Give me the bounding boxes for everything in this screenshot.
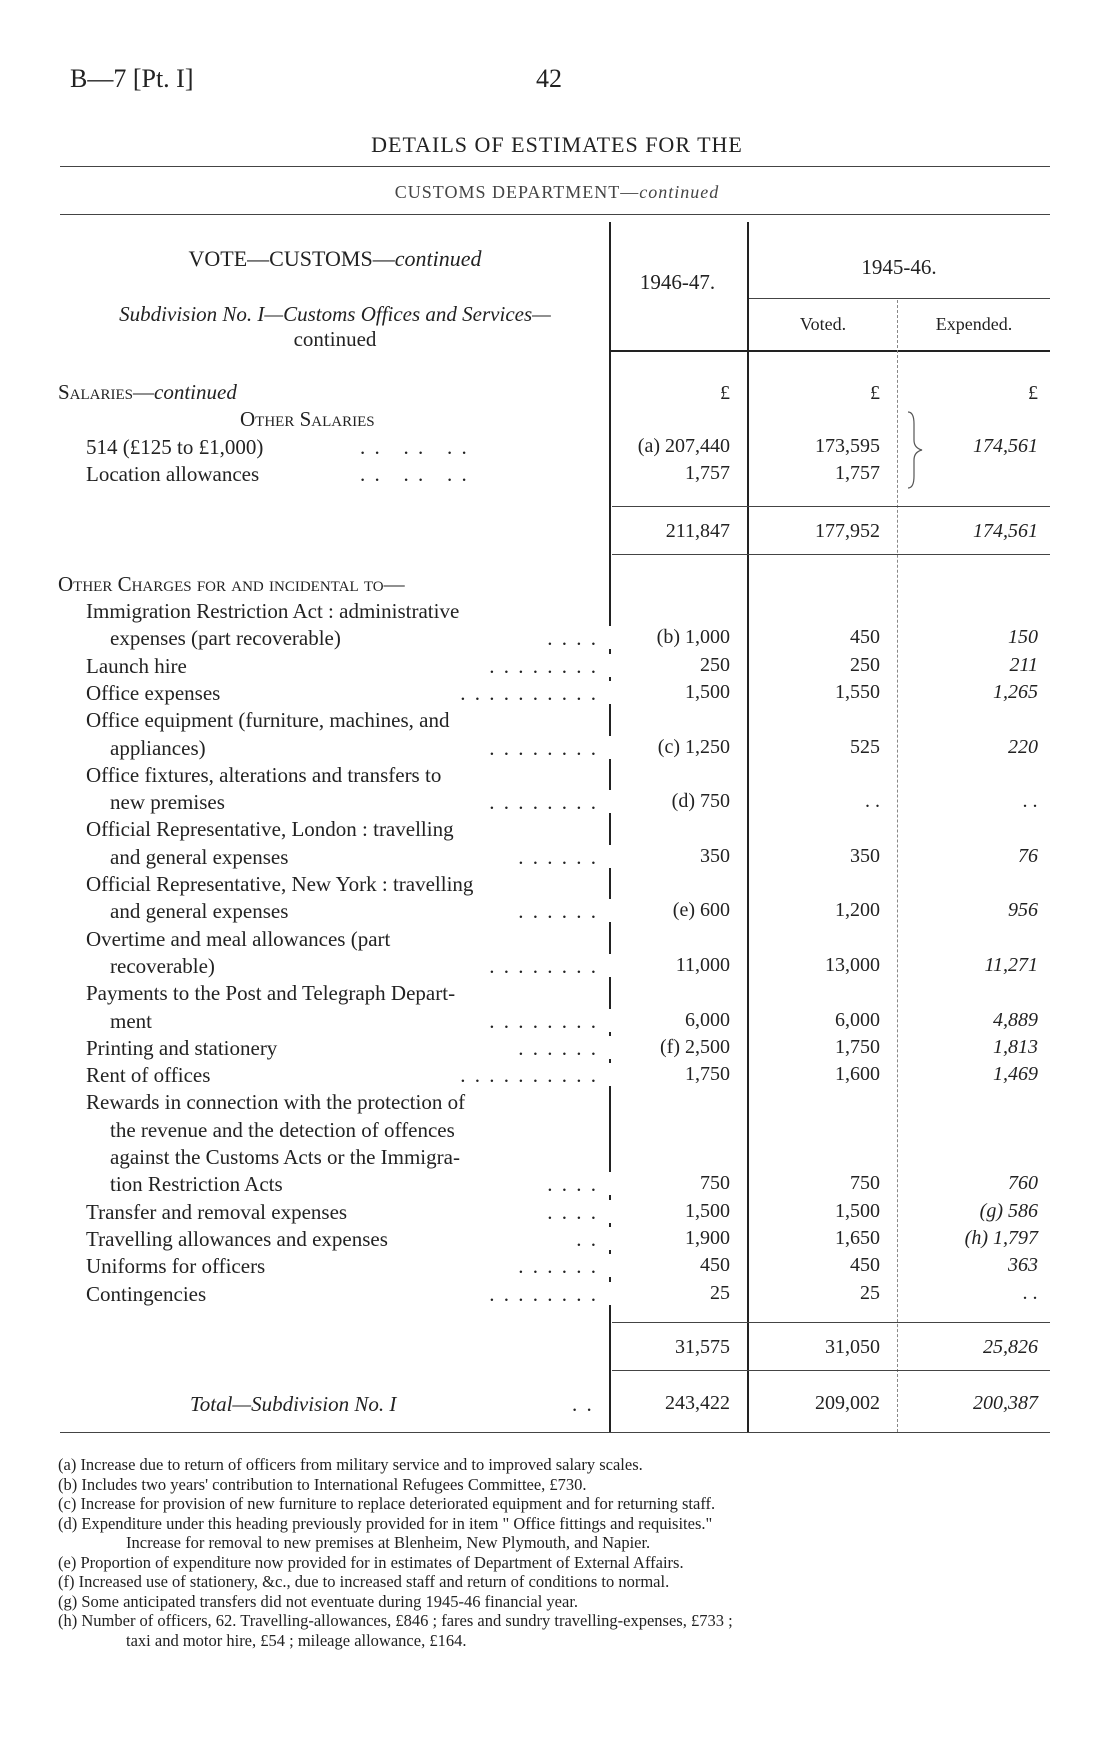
charge-voted: . . xyxy=(750,790,880,813)
charge-voted: 1,550 xyxy=(750,681,880,704)
col-header-1946: 1946-47. xyxy=(639,270,716,294)
charge-line-label: Contingencies xyxy=(86,1282,207,1306)
charge-line-label: Printing and stationery xyxy=(86,1036,278,1060)
charge-line-label: Office equipment (furniture, machines, and xyxy=(86,708,450,732)
charge-line-label: Immigration Restriction Act : administrative xyxy=(86,599,460,623)
leader-dots: . . . . . . . . . . xyxy=(460,1063,598,1087)
charge-expended: (h) 1,797 xyxy=(900,1227,1038,1250)
page-number: 42 xyxy=(536,64,562,93)
grand-total-expended: 200,387 xyxy=(973,1392,1038,1414)
footnote: (h) Number of officers, 62. Travelling-allowances, £846 ; fares and sundry travelling-expenses, £733 ; xyxy=(58,1611,733,1630)
charge-estimate: (c) 1,250 xyxy=(604,736,730,759)
department-title xyxy=(0,182,1114,203)
charge-voted: 1,750 xyxy=(750,1036,880,1059)
col-header-rule xyxy=(748,298,1050,299)
leader-dots: . . . . . . . . . . xyxy=(460,681,598,705)
charge-estimate: (e) 600 xyxy=(604,899,730,922)
charge-voted: 13,000 xyxy=(750,954,880,977)
grand-total-estimate: 243,422 xyxy=(665,1392,730,1414)
charge-line-label: ment xyxy=(110,1009,152,1033)
charge-line-label: the revenue and the detection of offences xyxy=(110,1118,455,1142)
charge-voted: 1,500 xyxy=(750,1200,880,1223)
leader-dots: . . . . . . . . xyxy=(489,954,598,978)
currency-symbol: £ xyxy=(720,382,730,404)
charge-expended: 1,813 xyxy=(900,1036,1038,1059)
charge-expended: 956 xyxy=(900,899,1038,922)
department-continued: continued xyxy=(639,182,720,202)
col-header-1945: 1945-46. xyxy=(861,255,937,279)
charge-expended: 150 xyxy=(900,626,1038,649)
charge-estimate: 350 xyxy=(604,845,730,868)
charge-voted: 25 xyxy=(750,1282,880,1305)
charge-estimate: 1,500 xyxy=(604,1200,730,1223)
charge-line-label: Official Representative, London : travelling xyxy=(86,817,454,841)
leader-dots: . . . . . . . . xyxy=(489,736,598,760)
col-header-voted: Voted. xyxy=(799,314,847,334)
charge-line-label: new premises xyxy=(110,790,225,814)
col-divider-expended xyxy=(897,300,898,1432)
charge-voted: 450 xyxy=(750,1254,880,1277)
charge-estimate: 1,900 xyxy=(604,1227,730,1250)
charge-line-label: and general expenses xyxy=(110,899,289,923)
leader-dots: . . . . . . . . xyxy=(489,1282,598,1306)
charge-voted: 1,650 xyxy=(750,1227,880,1250)
charge-line-label: Uniforms for officers xyxy=(86,1254,266,1278)
charge-line-label: recoverable) xyxy=(110,954,215,978)
charge-estimate: 450 xyxy=(604,1254,730,1277)
table-bottom-rule xyxy=(60,1432,1050,1433)
salary-row-label: 514 (£125 to £1,000) xyxy=(86,435,264,459)
col-divider-voted xyxy=(747,222,749,1432)
charge-line-label: Rent of offices xyxy=(86,1063,211,1087)
currency-symbol: £ xyxy=(1028,382,1038,404)
charge-expended: 211 xyxy=(900,654,1038,677)
leader-dots: . . xyxy=(572,1392,594,1416)
subdivision-continued: continued xyxy=(293,327,377,351)
charge-expended: 1,469 xyxy=(900,1063,1038,1086)
charge-expended: (g) 586 xyxy=(900,1200,1038,1223)
charge-voted: 525 xyxy=(750,736,880,759)
footnote: (a) Increase due to return of officers from military service and to improved salary scales. xyxy=(58,1455,643,1474)
footnote: (g) Some anticipated transfers did not eventuate during 1945-46 financial year. xyxy=(58,1592,579,1611)
charge-line-label: Payments to the Post and Telegraph Depart- xyxy=(86,981,456,1005)
charge-line-label: Office expenses xyxy=(86,681,221,705)
salaries-total-estimate: 211,847 xyxy=(665,520,730,542)
charge-estimate: (b) 1,000 xyxy=(604,626,730,649)
brace-icon xyxy=(900,410,930,490)
header-bottom-rule xyxy=(610,350,1050,352)
charge-voted: 6,000 xyxy=(750,1009,880,1032)
charge-line-label: Overtime and meal allowances (part xyxy=(86,927,391,951)
leader-dots: . . . . xyxy=(547,1172,598,1196)
charge-voted: 1,200 xyxy=(750,899,880,922)
leader-dots: . . . . . . . . xyxy=(489,790,598,814)
leader-dots: . . . . . . . . xyxy=(489,654,598,678)
salaries-subtotal-rule xyxy=(612,506,1050,507)
leader-dots: . . . . xyxy=(547,626,598,650)
footnote: Increase for removal to new premises at Blenheim, New Plymouth, and Napier. xyxy=(126,1533,651,1552)
charge-expended: 4,889 xyxy=(900,1009,1038,1032)
title-rule xyxy=(60,166,1050,167)
footnote: taxi and motor hire, £54 ; mileage allowance, £164. xyxy=(126,1631,467,1650)
charge-estimate: 25 xyxy=(604,1282,730,1305)
salaries-total-voted: 177,952 xyxy=(815,520,880,542)
charge-line-label: and general expenses xyxy=(110,845,289,869)
charge-line-label: Transfer and removal expenses xyxy=(86,1200,348,1224)
col-divider-estimate xyxy=(609,222,611,1432)
charge-estimate: 1,750 xyxy=(604,1063,730,1086)
charge-voted: 750 xyxy=(750,1172,880,1195)
other-salaries-heading: Other Salaries xyxy=(240,407,375,431)
subdivision-heading: Subdivision No. I—Customs Offices and Services— xyxy=(119,302,551,326)
leader-dots: . . . . . . xyxy=(518,845,598,869)
salary-row-expended: 174,561 xyxy=(973,435,1038,457)
charge-expended: 363 xyxy=(900,1254,1038,1277)
charge-estimate: (d) 750 xyxy=(604,790,730,813)
grand-total-label: Total—Subdivision No. I xyxy=(190,1392,397,1416)
currency-symbol: £ xyxy=(870,382,880,404)
charge-line-label: expenses (part recoverable) xyxy=(110,626,341,650)
charges-total-expended: 25,826 xyxy=(983,1336,1038,1358)
charge-estimate: 6,000 xyxy=(604,1009,730,1032)
salaries-total-expended: 174,561 xyxy=(973,520,1038,542)
department-rule xyxy=(60,214,1050,215)
charge-voted: 1,600 xyxy=(750,1063,880,1086)
salary-row-voted: 173,595 xyxy=(815,435,880,457)
charges-subtotal-rule xyxy=(612,1322,1050,1323)
charge-expended: 1,265 xyxy=(900,681,1038,704)
department-name: CUSTOMS DEPARTMENT— xyxy=(394,182,640,202)
charge-expended: 76 xyxy=(900,845,1038,868)
charge-voted: 250 xyxy=(750,654,880,677)
footnote: (d) Expenditure under this heading previously provided for in item " Office fittings and requisites." xyxy=(58,1514,713,1533)
salary-row-label: Location allowances xyxy=(86,462,260,486)
charge-expended: 11,271 xyxy=(900,954,1038,977)
charge-voted: 350 xyxy=(750,845,880,868)
col-header-expended: Expended. xyxy=(935,314,1013,334)
charge-estimate: 750 xyxy=(604,1172,730,1195)
leader-dots: . . . . xyxy=(547,1200,598,1224)
footnote: (f) Increased use of stationery, &c., due to increased staff and return of conditions to normal. xyxy=(58,1572,670,1591)
charge-line-label: Official Representative, New York : travelling xyxy=(86,872,474,896)
charge-expended: 220 xyxy=(900,736,1038,759)
charge-estimate: 250 xyxy=(604,654,730,677)
charge-line-label: Rewards in connection with the protection of xyxy=(86,1090,466,1114)
charge-line-label: tion Restriction Acts xyxy=(110,1172,283,1196)
charge-expended: 760 xyxy=(900,1172,1038,1195)
salaries-bottom-rule xyxy=(612,554,1050,555)
charge-line-label: Travelling allowances and expenses xyxy=(86,1227,388,1251)
charge-line-label: Office fixtures, alterations and transfers to xyxy=(86,763,442,787)
leader-dots: . . . . . . xyxy=(360,435,469,459)
page-title: DETAILS OF ESTIMATES FOR THE xyxy=(371,132,743,157)
leader-dots: . . . . . . xyxy=(518,899,598,923)
other-charges-heading: Other Charges for and incidental to— xyxy=(58,572,405,596)
vote-continued: continued xyxy=(394,246,482,271)
charge-estimate: (f) 2,500 xyxy=(604,1036,730,1059)
charges-total-estimate: 31,575 xyxy=(675,1336,730,1358)
grand-total-voted: 209,002 xyxy=(815,1392,880,1414)
charge-expended: . . xyxy=(900,1282,1038,1305)
footnote: (c) Increase for provision of new furniture to replace deteriorated equipment and for returning staff. xyxy=(58,1494,716,1513)
charge-line-label: against the Customs Acts or the Immigra- xyxy=(110,1145,460,1169)
salary-row-voted: 1,757 xyxy=(835,462,880,484)
vote-title: VOTE—CUSTOMS— xyxy=(188,246,395,271)
charge-line-label: appliances) xyxy=(110,736,206,760)
parliamentary-paper-ref: B—7 [Pt. I] xyxy=(70,64,194,93)
salary-row-estimate: (a) 207,440 xyxy=(637,435,730,457)
charge-line-label: Launch hire xyxy=(86,654,187,678)
leader-dots: . . xyxy=(576,1227,598,1251)
charges-bottom-rule xyxy=(612,1370,1050,1371)
charge-voted: 450 xyxy=(750,626,880,649)
charge-estimate: 1,500 xyxy=(604,681,730,704)
charge-estimate: 11,000 xyxy=(604,954,730,977)
leader-dots: . . . . . . xyxy=(518,1254,598,1278)
salary-row-estimate: 1,757 xyxy=(685,462,730,484)
leader-dots: . . . . . . . . xyxy=(489,1009,598,1033)
charges-total-voted: 31,050 xyxy=(825,1336,880,1358)
leader-dots: . . . . . . xyxy=(360,462,469,486)
vote-heading xyxy=(60,246,610,272)
salaries-heading: Salaries—continued xyxy=(58,380,237,404)
footnote: (e) Proportion of expenditure now provided for in estimates of Department of External Affairs. xyxy=(58,1553,684,1572)
charge-expended: . . xyxy=(900,790,1038,813)
footnote: (b) Includes two years' contribution to International Refugees Committee, £730. xyxy=(58,1475,587,1494)
leader-dots: . . . . . . xyxy=(518,1036,598,1060)
